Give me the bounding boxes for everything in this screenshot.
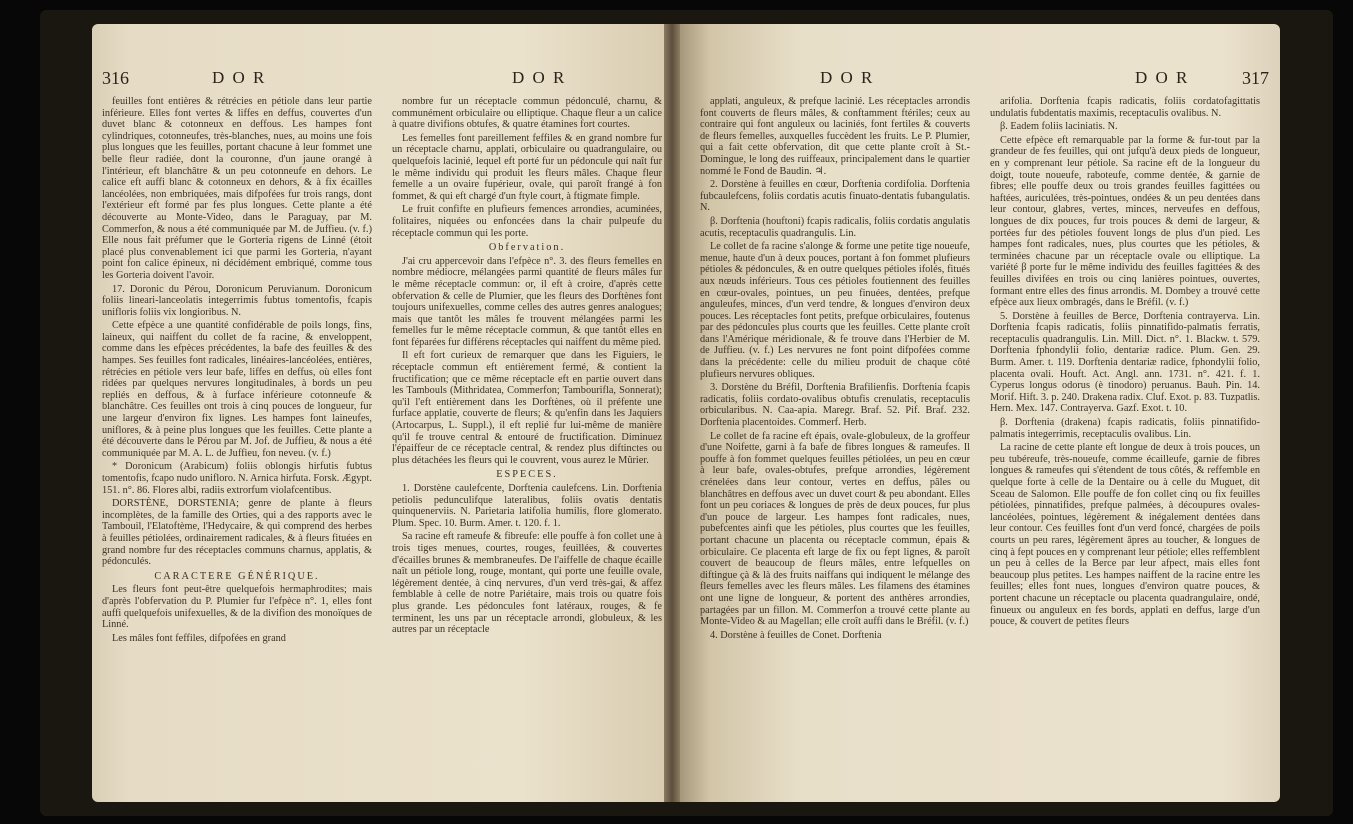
right-page	[680, 24, 1280, 802]
paragraph: arifolia. Dorftenia fcapis radicatis, foliis cordatofagittatis undulatis fubdentatis maximis, receptaculis ovalibus. N.	[990, 96, 1260, 119]
paragraph: feuilles font entières & rétrécies en pétiole dans leur partie inférieure. Elles font vertes & liffes en deffus, couvertes d'un duvet blanc & cotonneux en deffous. Les hampes font cylindriques, cotonneufes, très-blanches, nues, au moins une fois plus longues que les feuilles, portant chacune à leur fommet une belle fleur radiée, dont la couronne, d'un jaune orangé à l'intérieur, eft blanchâtre & un peu cotonneufe en dehors. Le calice eft auffi blanc & cotonneux en dehors, & à fix écailles lancéolées, non embriquées, mais difpofées fur trois rangs, dont l'extérieur eft formé par fes plus longues. Cette plante a été découverte au Monte-Video, dans le Paraguay, par M. Commerfon, & nous a été communiquée par M. de Juffieu. (v. f.) Elle nous fait préfumer que le Gorteria rigens de Linné (étoit placé plus convenablement ici que parmi les Gorteria, n'ayant point fon calice épineux, ni décidément embriqué, comme tous les Gorteria doivent l'avoir.	[102, 96, 372, 281]
paragraph: Obfervation.	[488, 242, 566, 254]
paragraph: 1. Dorstène caulefcente, Dorftenia caulefcens. Lin. Dorftenia petiolis pedunculifque lateralibus, foliis ovatis dentatis quinquenerviis. N. Parietaria latifolia humilis, flore glomerato. Plum. Spec. 10. Burm. Amer. t. 120. f. 1.	[392, 483, 662, 529]
paragraph: 17. Doronic du Pérou, Doronicum Peruvianum. Doronicum foliis lineari-lanceolatis integerrimis fubtus tomentofis, fcapis unifloris foliis vix longioribus. N.	[102, 283, 372, 318]
running-header-left-a: D O R	[212, 68, 267, 87]
paragraph: 4. Dorstène à feuilles de Conet. Dorftenia	[710, 629, 882, 641]
paragraph: β. Dorftenia (drakena) fcapis radicatis, foliis pinnatifido-palmatis integerrimis, receptaculis ovalibus. Lin.	[990, 417, 1260, 440]
paragraph: Les mâles font feffiles, difpofées en grand	[112, 632, 286, 644]
paragraph: nombre fur un réceptacle commun pédonculé, charnu, & communément orbiculaire ou elliptique. Chaque fleur a un calice à quatre divifions obtufes, & quatre étamines fort courtes.	[392, 96, 662, 131]
left-column-2	[392, 96, 662, 786]
right-column-1	[700, 96, 970, 786]
paragraph: ESPECES.	[496, 469, 558, 481]
paragraph: Les fleurs font peut-être quelquefois hermaphrodites; mais d'après l'obfervation du P. Plumier fur l'efpèce n°. 1, elles font auffi quelquefois unifexuelles, & de la divifion des monoïques de Linné.	[102, 584, 372, 631]
paragraph: 2. Dorstène à feuilles en cœur, Dorftenia cordifolia. Dorftenia fubcaulefcens, foliis cordatis acutis finuato-dentatis fubangulatis. N.	[700, 179, 970, 214]
running-header-left-b: D O R	[512, 68, 567, 87]
running-header-right-a: D O R	[820, 68, 875, 87]
page-number-left: 316	[102, 68, 129, 88]
paragraph: La racine de cette plante eft longue de deux à trois pouces, un peu tubéreufe, très-noueufe, comme écailleufe, garnie de fibres longues & rameufes qui s'étendent de tous côtés, & reffemble en quelque forte à celle de la Dentaire ou à celle du Muguet, dit Sceau de Salomon. Elle pouffe de fon collet cinq ou fix feuilles pétiolées, pinnatifides, prefque palmées, à découpures ovales-lancéolées, pointues, légèrement & inégalement dentées dans leur contour. Ces feuilles font d'un verd foncé, chargées de poils courts un peu rares, légèrement âpres au toucher, & longues de cinq à fept pouces en y comprenant leur pétiole; elles reffemblent un peu à celles de la Berce par leur afpect, mais elles font beaucoup plus petites. Les hampes naiffent de la racine entre les feuilles; elles font nues, longues d'environ quatre pouces, & portent chacune un réceptacle ou placenta quadrangulaire, ondé, finueux ou anguleux en fes bords, applati en deffus, large d'un pouce, & couvert de petites fleurs	[990, 442, 1260, 628]
paragraph: Le collet de fa racine s'alonge & forme une petite tige noueufe, menue, haute d'un à deux pouces, portant à fon fommet plufieurs pétioles & pédoncules, & en outre quelques pétioles ifolés, fitués aux nœuds inférieurs. Tous ces pétioles foutiennent des feuilles en cœur-ovales, pointues, un peu finuées, dentées, prefque anguleufes, minces, d'un verd tendre, & longues d'environ deux pouces. Les réceptacles font petits, prefque orbiculaires, foutenus par des pédoncules plus courts que les feuilles. Cette plante croît dans l'Amérique méridionale, & fe trouve dans l'Herbier de M. de Juffieu. (v. f.) Les nervures ne font point difpofées comme dans la précédente: celle du milieu produit de chaque côté plufieurs nervures obliques.	[700, 241, 970, 380]
left-page	[92, 24, 706, 802]
paragraph: Cette efpèce a une quantité confidérable de poils longs, fins, laineux, qui naiffent du collet de fa racine, & enveloppent, comme dans les efpèces précédentes, la bafe des feuilles & des hampes. Ses feuilles font radicales, linéaires-lancéolées, entières, rétrécies en pétiole vers leur bafe, liffes en deffus, où elles font ridées par quelques nervures longitudinales, à bords un peu repliés en deffous, & à furface inférieure cotonneufe & blanchâtre. Ces feuilles ont trois à cinq pouces de longueur, fur une largeur d'environ fix lignes. Les hampes font laineufes, uniflores, & à peine plus longues que les feuilles. Cette plante a été découverte dans le Pérou par M. Jof. de Juffieu, & nous a été communiquée par M. A. L. de Juffieu, fon neveu. (v. f.)	[102, 320, 372, 459]
paragraph: Sa racine eft rameufe & fibreufe: elle pouffe à fon collet une à trois tiges menues, courtes, rouges, feuillées, & couvertes d'écailles brunes & membraneufes. De l'aiffelle de chaque écaille naît un pétiole long, rouge, montant, qui porte une feuille ovale, légèrement dentée, à cinq nervures, d'un verd très-gai, & affez femblable à celle de notre Pariétaire, mais trois ou quatre fois plus grande. Les pédoncules font latéraux, rouges, & fe terminent, les uns par un réceptacle arrondi, globuleux, & les autres par un réceptacle	[392, 531, 662, 636]
paragraph: Cette efpèce eft remarquable par la forme & fur-tout par la grandeur de fes feuilles, qui ont jufqu'à deux pieds de longueur, en y comprenant leur pétiole. Sa racine eft de la longueur du doigt, toute noueufe, raboteufe, comme dentée, & garnie de fibres; elle pouffe deux ou trois grandes feuilles fagittées ou haftées, auriculées, très-pointues, ondées & un peu dentées dans leur contour, glabres, vertes, minces, nerveufes en deffous, longues de dix pouces, fur trois pouces & demi de largeur, & portées fur des pétioles fouvent longs de plus d'un pied. Les hampes font radicales, nues, plus courtes que les pétioles, & terminées chacune par un réceptacle ovale ou elliptique. La variété β porte fur le même individu des feuilles fagittées & des feuilles divifées en trois ou cinq lanières pointues, ouvertes, formant entre elles des finus arrondis. M. Dombey a trouvé cette efpèce aux lieux ombragés, dans le Bréfil. (v. f.)	[990, 134, 1260, 309]
paragraph: Il eft fort curieux de remarquer que dans les Figuiers, le réceptacle commun eft entièrement fermé, & contient la fructification; que ce même réceptacle eft en partie ouvert dans les Tambouls (Mithridatea, Commerfon; Tambourifla, Sonnerat); qu'il l'eft entièrement dans les Dorftènes, où il préfente une furface applatie, couverte de fleurs; & qu'enfin dans les Jaquiers (Artocarpus, L. Suppl.), il eft replié fur lui-même de manière qu'il fe trouve central & entouré de fructification. Diminuez l'épaiffeur de ce réceptacle central, & rendez plus diftinctes ou plus détachées les fleurs qui le couvrent, vous aurez le Mûrier.	[392, 350, 662, 466]
right-column-2	[990, 96, 1260, 786]
paragraph: Le fruit confifte en plufieurs femences arrondies, acuminées, folitaires, niquées ou enfoncées dans la chair pulpeufe du réceptacle commun qui les porte.	[392, 204, 662, 239]
paragraph: Les femelles font pareillement feffiles & en grand nombre fur un réceptacle charnu, applati, orbiculaire ou quadrangulaire, ou quelquefois lacinié, lequel eft porté fur un pédoncule qui naît fur le même individu qui produit les fleurs mâles. Chaque fleur femelle a un ovaire fupérieur, ovale, qui paroît frangé à fon fommet, & qui eft chargé d'un ftyle court, à ftigmate fimple.	[392, 132, 662, 202]
left-column-1	[102, 96, 372, 786]
paragraph: * Doronicum (Arabicum) foliis oblongis hirfutis fubtus tomentofis, fcapo nudo unifloro. N. Arnica hirfuta. Forsk. Ægypt. 151. n°. 86. Flores albi, radiis extrorfum violafcentibus.	[102, 461, 372, 496]
paragraph: β. Eadem foliis laciniatis. N.	[1000, 121, 1118, 133]
paragraph: 5. Dorstène à feuilles de Berce, Dorftenia contrayerva. Lin. Dorftenia fcapis radicatis, foliis pinnatifido-palmatis ferratis, receptaculis quadrangulis. Lin. Mill. Dict. n°. 1. Blackw. t. 579. Dorftenia fphondylii folio, dentariæ radice. Plum. Gen. 29. Burm. Amer. t. 119. Dorftenia dentariæ radice, fphondylii folio, placenta ovali. Houft. Act. Angl. ann. 1731. n°. 421. f. 1. Cyperus longus odorus (è tinodoro) peruanus. Bauh. Pin. 14. Morif. Hift. 3. p. 240. Drakena radix. Cluf. Exot. p. 83. Tuzpatlis. Hern. Mex. 147. Contrayerva. Gazf. Exot. t. 10.	[990, 310, 1260, 415]
book-gutter	[664, 24, 680, 802]
paragraph: J'ai cru appercevoir dans l'efpèce n°. 3. des fleurs femelles en nombre médiocre, mélangées parmi quantité de fleurs mâles fur le même réceptacle commun: or, il eft à croire, d'après cette obfervation & celle de Plumier, que les fleurs des Dorftènes font toujours unifexuelles, comme celles des autres genres analogues; mais que tantôt les mâles fe trouvent mélangées parmi les femelles fur le même réceptacle commun, & que tantôt elles en font féparées fur différens réceptacles qui naiffent du même pied.	[392, 255, 662, 348]
paragraph: Le collet de fa racine eft épais, ovale-globuleux, de la groffeur d'une Noifette, garni à fa bafe de fibres longues & rameufes. Il pouffe à fon fommet quelques feuilles pétiolées, un peu en cœur à leur bafe, ovales-obtufes, prefque arrondies, légèrement crénelées dans leur contour, vertes en deffus, pâles ou blanchâtres en deffous avec un duvet court & peu abondant. Elles font un peu coriaces & longues de près de deux pouces, fur plus d'un pouce de largeur. Les hampes font radicales, nues, pubefcentes ainfi que les pétioles, plus courtes que les feuilles, portant chacune un placenta ou réceptacle commun, épais & orbiculaire. Ce placenta eft large de fix ou fept lignes, & paroît couvert de beaucoup de fleurs mâles, entre lefquelles on diftingue çà & là des fruits naiffans qui indiquent le mélange des fleurs femelles avec les fleurs mâles. Les filamens des étamines ont une ligne de longueur, & portent des anthères arrondies, partagées par un fillon. M. Commerfon a trouvé cette plante au Monte-Video & au Magellan; elle croît auffi dans le Bréfil. (v. f.)	[700, 430, 970, 628]
paragraph: 3. Dorstène du Bréfil, Dorftenia Brafilienfis. Dorftenia fcapis radicatis, foliis cordato-ovalibus obtufis crenulatis, receptaculis orbicularibus. N. Caa-apia. Maregr. Braf. 52. Pif. Braf. 232. Dorftenia placentoides. Commerf. Herb.	[700, 382, 970, 429]
paragraph: DORSTÈNE, DORSTENIA; genre de plante à fleurs incomplètes, de la famille des Orties, qui a des rapports avec le Tambouil, l'Elatoftème, l'Hedycaire, & qui comprend des herbes à feuilles pétiolées, ordinairement radicales, & à fleurs fituées en grand nombre fur des réceptacles communs charnus, applatis, & pédonculés.	[102, 498, 372, 568]
paragraph: applati, anguleux, & prefque lacinié. Les réceptacles arrondis font couverts de fleurs mâles, & conftamment ftériles; ceux au contraire qui font anguleux ou laciniés, font fertiles & couverts de fleurs femelles, auxquelles fuccèdent les fruits. Le P. Plumier, qui a fait cette obfervation, dit que cette plante croît à St.-Domingue, le long des ruiffeaux, principalement dans le quartier nommé le Fond de Baudin. ♃.	[700, 96, 970, 177]
page-number-right: 317	[1242, 68, 1269, 88]
running-header-right-b: D O R	[1135, 68, 1190, 87]
paragraph: CARACTERE GÉNÉRIQUE.	[154, 570, 320, 582]
paragraph: β. Dorftenia (houftoni) fcapis radicalis, foliis cordatis angulatis acutis, receptaculis quadrangulis. Lin.	[700, 215, 970, 239]
